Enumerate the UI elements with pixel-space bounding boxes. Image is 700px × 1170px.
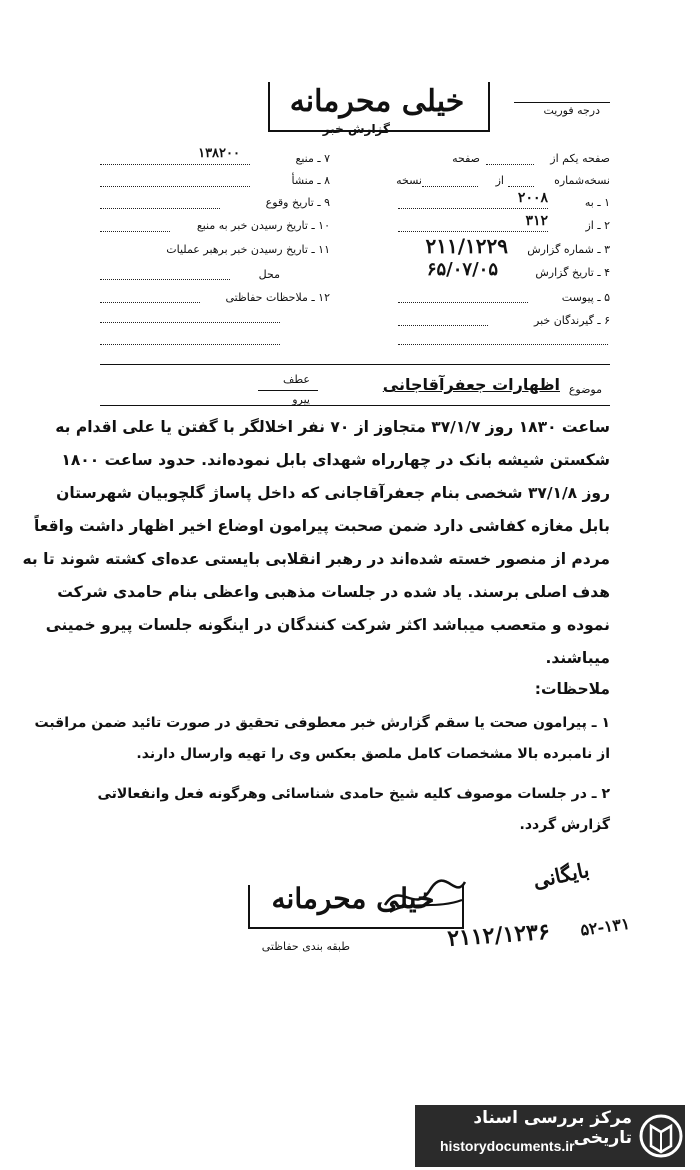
left-field-origin-label: ۸ ـ منشأ [291, 174, 330, 187]
right-field-report-number-label: ۳ ـ شماره گزارش [527, 243, 610, 256]
right-field-recipients-label: ۶ ـ گیرندگان خبر [534, 314, 610, 327]
handwritten-note: بایگانی [530, 857, 592, 894]
right-field-page-label: صفحه یکم از [550, 152, 610, 165]
watermark-title: مرکز بررسی اسناد تاریخی [473, 1108, 632, 1148]
subject-ref-label: عطف [283, 373, 310, 386]
footer-classification-label: طبقه بندی حفاظتی [261, 940, 350, 953]
subject-value: اظهارات جعفرآقاجانی [382, 375, 560, 394]
left-field-source-label: ۷ ـ منبع [295, 152, 330, 165]
left-field-source-value: ۱۳۸۲۰۰ [198, 146, 240, 161]
left-field-occurrence-date-line [100, 208, 220, 209]
footer-archive-number: ۲۱۱۲/۱۲۳۶ [446, 918, 551, 952]
left-field-location-label: محل [258, 268, 280, 281]
notes-line-1: ۱ ـ پیرامون صحت یا سقم گزارش خبر معطوفی تحقیق در صورت تائید ضمن مراقبت [34, 715, 610, 731]
left-field-receipt-source-line [100, 231, 170, 232]
right-field-blank-line [398, 344, 608, 345]
right-field-to-value: ۲۰۰۸ [517, 190, 548, 206]
notes-title: ملاحظات: [534, 680, 610, 698]
left-field-occurrence-date-label: ۹ ـ تاریخ وقوع [265, 196, 330, 209]
right-field-from-line [398, 231, 548, 232]
body-line-1: ساعت ۱۸۳۰ روز ۳۷/۱/۷ متجاوز از ۷۰ نفر اخلالگر با گفتن یا علی اقدام به [55, 418, 610, 436]
body-line-2: شکستن شیشه بانک در چهارراه شهدای بابل نموده‌اند. حدود ساعت ۱۸۰۰ [61, 451, 610, 469]
right-field-copy-of: از [495, 174, 504, 187]
body-line-4: بابل مغازه کفاشی دارد ضمن صحبت پیرامون اوضاع اخیر اظهار داشت واقعاً [33, 517, 610, 535]
right-field-report-number-value: ۲۱۱/۱۲۲۹ [425, 234, 508, 258]
right-field-copy-line-2 [422, 186, 478, 187]
footer-classification-stamp: خیلی محرمانه [271, 882, 435, 915]
notes-line-3: ۲ ـ در جلسات موصوف کلیه شیخ حامدی شناسائی وهرگونه فعل وانفعالاتی [97, 786, 610, 802]
notes-line-4: گزارش گردد. [519, 817, 610, 833]
left-field-source-line [100, 164, 250, 165]
left-field-security-notes-label: ۱۲ ـ ملاحظات حفاظتی [225, 291, 330, 304]
footer-handwritten-code: ۵۲-۱۳۱ [579, 913, 631, 940]
form-title: گزارش خبر [322, 122, 390, 136]
left-field-receipt-source-label: ۱۰ ـ تاریخ رسیدن خبر به منبع [196, 219, 330, 232]
left-field-blank-line-1 [100, 322, 280, 323]
subject-bottom-rule [100, 405, 610, 406]
body-line-7: نموده و متعصب میباشد اکثر شرکت کنندگان در اینگونه جلسات پیرو خمینی [45, 616, 610, 634]
notes-line-2: از نامبرده بالا مشخصات کامل ملصق بعکس وی را تهیه وارسال دارند. [136, 746, 610, 762]
left-field-blank-line-2 [100, 344, 280, 345]
priority-rule [514, 102, 610, 103]
body-line-6: هدف اصلی برسند. یاد شده در جلسات مذهبی واعظی بنام حامدی شرکت [57, 583, 610, 601]
left-field-security-notes-line [100, 302, 200, 303]
body-line-8: میباشند. [545, 649, 610, 667]
subject-label: موضوع [568, 383, 602, 396]
right-field-report-date-value: ۶۵/۰۷/۰۵ [426, 259, 498, 280]
right-field-to-line [398, 208, 548, 209]
left-field-origin-line [100, 186, 250, 187]
right-field-copy-label: نسخه‌شماره [554, 174, 610, 187]
right-field-report-date-label: ۴ ـ تاریخ گزارش [535, 266, 610, 279]
right-field-attachment-label: ۵ ـ پیوست [561, 291, 610, 304]
right-field-from-label: ۲ ـ از [585, 219, 610, 232]
subject-ref-divider [258, 390, 318, 391]
book-logo-icon [638, 1110, 684, 1162]
right-field-attachment-line [398, 302, 528, 303]
right-field-page-line [486, 164, 534, 165]
right-field-page-unit: صفحه [452, 152, 480, 165]
right-field-to-label: ۱ ـ به [584, 196, 610, 209]
body-line-3: روز ۳۷/۱/۸ شخصی بنام جعفرآقاجانی که داخل پاساژ گلچوبیان شهرستان [56, 484, 610, 502]
subject-top-rule [100, 364, 610, 365]
right-field-recipients-line [398, 325, 488, 326]
subject-follow-label: پیرو [292, 393, 310, 406]
body-line-5: مردم از منصور خسته شده‌اند در رهبر انقلابی بایستی عده‌ای کشته شوند تا به [22, 550, 610, 568]
right-field-copy-unit: نسخه [396, 174, 422, 187]
left-field-receipt-leader-label: ۱۱ ـ تاریخ رسیدن خبر برهبر عملیات [166, 243, 330, 256]
left-field-location-line [100, 279, 230, 280]
classification-stamp: خیلی محرمانه [289, 84, 465, 119]
right-field-from-value: ۳۱۲ [525, 213, 548, 229]
watermark-url: historydocuments.ir [440, 1138, 575, 1154]
right-field-copy-line [508, 186, 534, 187]
priority-label: درجه فوریت [543, 104, 600, 117]
